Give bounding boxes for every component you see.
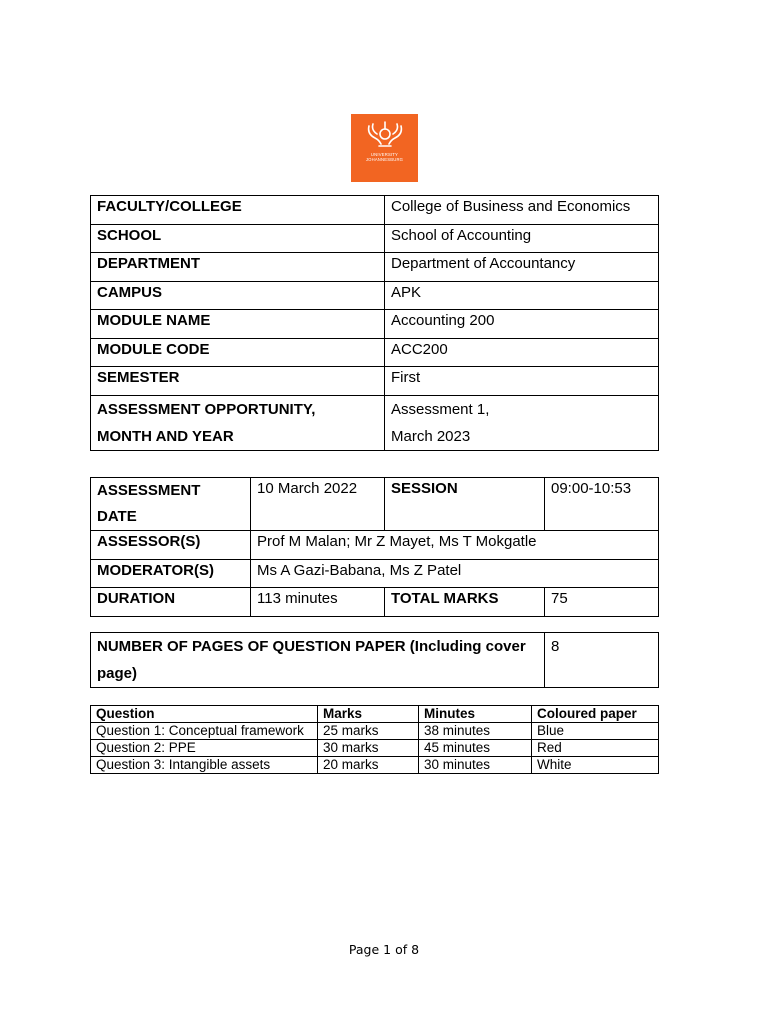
info-value: First: [385, 367, 659, 396]
table-cell: 45 minutes: [419, 740, 532, 757]
info-value: School of Accounting: [385, 224, 659, 253]
opportunity-label-line2: MONTH AND YEAR: [97, 427, 234, 445]
university-logo: [351, 114, 418, 182]
moderators-value: Ms A Gazi-Babana, Ms Z Patel: [251, 559, 659, 588]
table-row: [91, 253, 659, 282]
info-label: CAMPUS: [91, 281, 385, 310]
info-value: Department of Accountancy: [385, 253, 659, 282]
page-count-value: 8: [545, 633, 659, 688]
info-value: ACC200: [385, 338, 659, 367]
info-label: DEPARTMENT: [91, 253, 385, 282]
table-row: [91, 588, 659, 617]
module-info-table: [90, 195, 659, 451]
table-cell: Red: [532, 740, 659, 757]
table-row: [91, 531, 659, 560]
total-marks-label: TOTAL MARKS: [385, 588, 545, 617]
session-label: SESSION: [385, 478, 545, 531]
table-row: [91, 757, 659, 774]
table-row: [91, 740, 659, 757]
question-table: [90, 705, 659, 774]
info-label: SEMESTER: [91, 367, 385, 396]
info-value: [385, 395, 659, 450]
page-count-table: [90, 632, 659, 688]
assessment-date-label: ASSESSMENT DATE: [91, 478, 251, 531]
table-row: [91, 559, 659, 588]
table-row: [91, 478, 659, 531]
table-cell: Question 3: Intangible assets: [91, 757, 318, 774]
moderators-label: MODERATOR(S): [91, 559, 251, 588]
opportunity-value-line2: March 2023: [391, 427, 471, 445]
total-marks-value: 75: [545, 588, 659, 617]
table-cell: 30 marks: [318, 740, 419, 757]
page-count-label: NUMBER OF PAGES OF QUESTION PAPER (Including cover page): [91, 633, 545, 688]
assessors-value: Prof M Malan; Mr Z Mayet, Ms T Mokgatle: [251, 531, 659, 560]
table-row: [91, 281, 659, 310]
table-cell: 30 minutes: [419, 757, 532, 774]
info-label: FACULTY/COLLEGE: [91, 196, 385, 225]
page-number: Page 1 of 8: [348, 942, 420, 957]
opportunity-label-line1: ASSESSMENT OPPORTUNITY,: [97, 400, 316, 418]
table-row: [91, 196, 659, 225]
table-cell: 20 marks: [318, 757, 419, 774]
table-row: [91, 367, 659, 396]
info-value: College of Business and Economics: [385, 196, 659, 225]
table-cell: 38 minutes: [419, 723, 532, 740]
column-header: Question: [91, 706, 318, 723]
duration-label: DURATION: [91, 588, 251, 617]
table-row: [91, 633, 659, 688]
table-row: [91, 224, 659, 253]
duration-value: 113 minutes: [251, 588, 385, 617]
table-cell: White: [532, 757, 659, 774]
session-value: 09:00-10:53: [545, 478, 659, 531]
table-cell: Blue: [532, 723, 659, 740]
column-header: Coloured paper: [532, 706, 659, 723]
assessment-details-table: [90, 477, 659, 617]
column-header: Marks: [318, 706, 419, 723]
table-cell: 25 marks: [318, 723, 419, 740]
table-row: [91, 310, 659, 339]
table-cell: Question 2: PPE: [91, 740, 318, 757]
table-header-row: [91, 706, 659, 723]
table-row: [91, 395, 659, 450]
university-name: UNIVERSITY JOHANNESBURG: [365, 152, 404, 162]
table-cell: Question 1: Conceptual framework: [91, 723, 318, 740]
assessment-date-value: 10 March 2022: [251, 478, 385, 531]
info-label: SCHOOL: [91, 224, 385, 253]
info-value: APK: [385, 281, 659, 310]
assessors-label: ASSESSOR(S): [91, 531, 251, 560]
info-label: MODULE CODE: [91, 338, 385, 367]
info-value: Accounting 200: [385, 310, 659, 339]
table-row: [91, 338, 659, 367]
opportunity-value-line1: Assessment 1,: [391, 400, 490, 418]
info-label: [91, 395, 385, 450]
info-label: MODULE NAME: [91, 310, 385, 339]
table-row: [91, 723, 659, 740]
crest-icon: [363, 120, 407, 150]
column-header: Minutes: [419, 706, 532, 723]
